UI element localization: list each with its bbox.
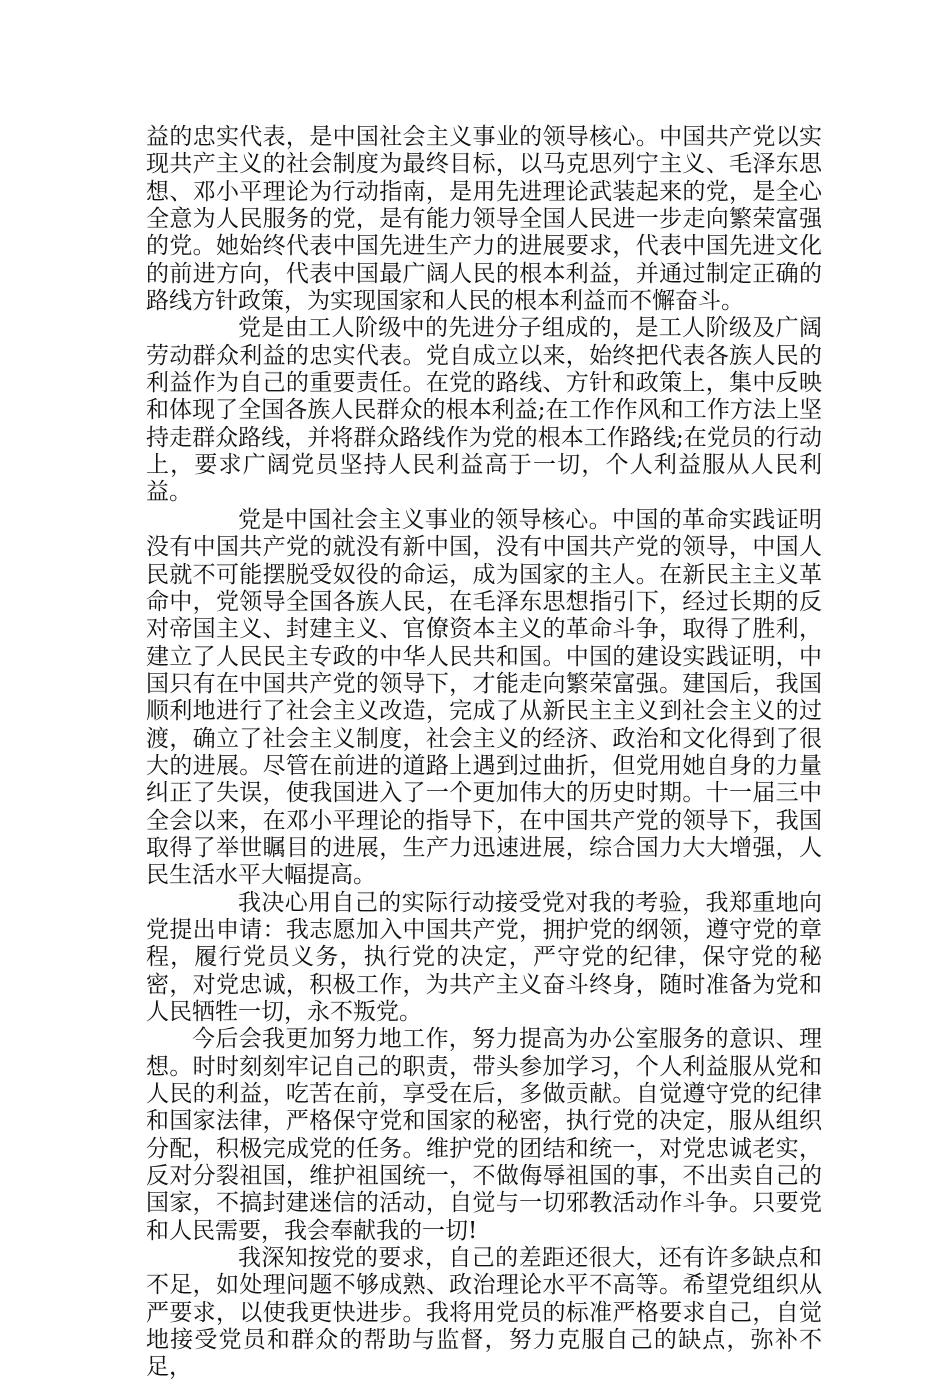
paragraph-1: 益的忠实代表，是中国社会主义事业的领导核心。中国共产党以实现共产主义的社会制度为最终目标，以马克思列宁主义、毛泽东思想、邓小平理论为行动指南，是用先进理论武装起来的党，是全心全意为人民服务的党，是有能力领导全国人民进一步走向繁荣富强的党。她始终代表中国先进生产力的进展要求，代表中国先进文化的前进方向，代表中国最广阔人民的根本利益，并通过制定正确的路线方针政策，为实现国家和人民的根本利益而不懈奋斗。 — [146, 124, 822, 315]
paragraph-3: 党是中国社会主义事业的领导核心。中国的革命实践证明没有中国共产党的就没有新中国，没有中国共产党的领导，中国人民就不可能摆脱受奴役的命运，成为国家的主人。在新民主主义革命中，党领导全国各族人民，在毛泽东思想指引下，经过长期的反对帝国主义、封建主义、官僚资本主义的革命斗争，取得了胜利，建立了人民民主专政的中华人民共和国。中国的建设实践证明，中国只有在中国共产党的领导下，才能走向繁荣富强。建国后，我国顺利地进行了社会主义改造，完成了从新民主主义到社会主义的过渡，确立了社会主义制度，社会主义的经济、政治和文化得到了很大的进展。尽管在前进的道路上遇到过曲折，但党用她自身的力量纠正了失误，使我国进入了一个更加伟大的历史时期。十一届三中全会以来，在邓小平理论的指导下，在中国共产党的领导下，我国取得了举世瞩目的进展，生产力迅速进展，综合国力大大增强，人民生活水平大幅提高。 — [146, 506, 822, 889]
paragraph-5: 今后会我更加努力地工作，努力提高为办公室服务的意识、理想。时时刻刻牢记自己的职责，带头参加学习，个人利益服从党和人民的利益，吃苦在前，享受在后，多做贡献。自觉遵守党的纪律和国家法律，严格保守党和国家的秘密，执行党的决定，服从组织分配，积极完成党的任务。维护党的团结和统一，对党忠诚老实，反对分裂祖国，维护祖国统一，不做侮辱祖国的事，不出卖自己的国家，不搞封建迷信的活动，自觉与一切邪教活动作斗争。只要党和人民需要，我会奉献我的一切! — [146, 1026, 822, 1244]
paragraph-2: 党是由工人阶级中的先进分子组成的，是工人阶级及广阔劳动群众利益的忠实代表。党自成立以来，始终把代表各族人民的利益作为自己的重要责任。在党的路线、方针和政策上，集中反映和体现了全国各族人民群众的根本利益;在工作作风和工作方法上坚持走群众路线，并将群众路线作为党的根本工作路线;在党员的行动上，要求广阔党员坚持人民利益高于一切，个人利益服从人民利益。 — [146, 315, 822, 506]
document-body — [146, 124, 822, 1382]
paragraph-6: 我深知按党的要求，自己的差距还很大，还有许多缺点和不足，如处理问题不够成熟、政治理论水平不高等。希望党组织从严要求，以使我更快进步。我将用党员的标准严格要求自己，自觉地接受党员和群众的帮助与监督，努力克服自己的缺点，弥补不足， — [146, 1245, 822, 1381]
paragraph-4: 我决心用自己的实际行动接受党对我的考验，我郑重地向党提出申请：我志愿加入中国共产党，拥护党的纲领，遵守党的章程，履行党员义务，执行党的决定，严守党的纪律，保守党的秘密，对党忠诚，积极工作，为共产主义奋斗终身，随时准备为党和人民牺牲一切，永不叛党。 — [146, 889, 822, 1025]
